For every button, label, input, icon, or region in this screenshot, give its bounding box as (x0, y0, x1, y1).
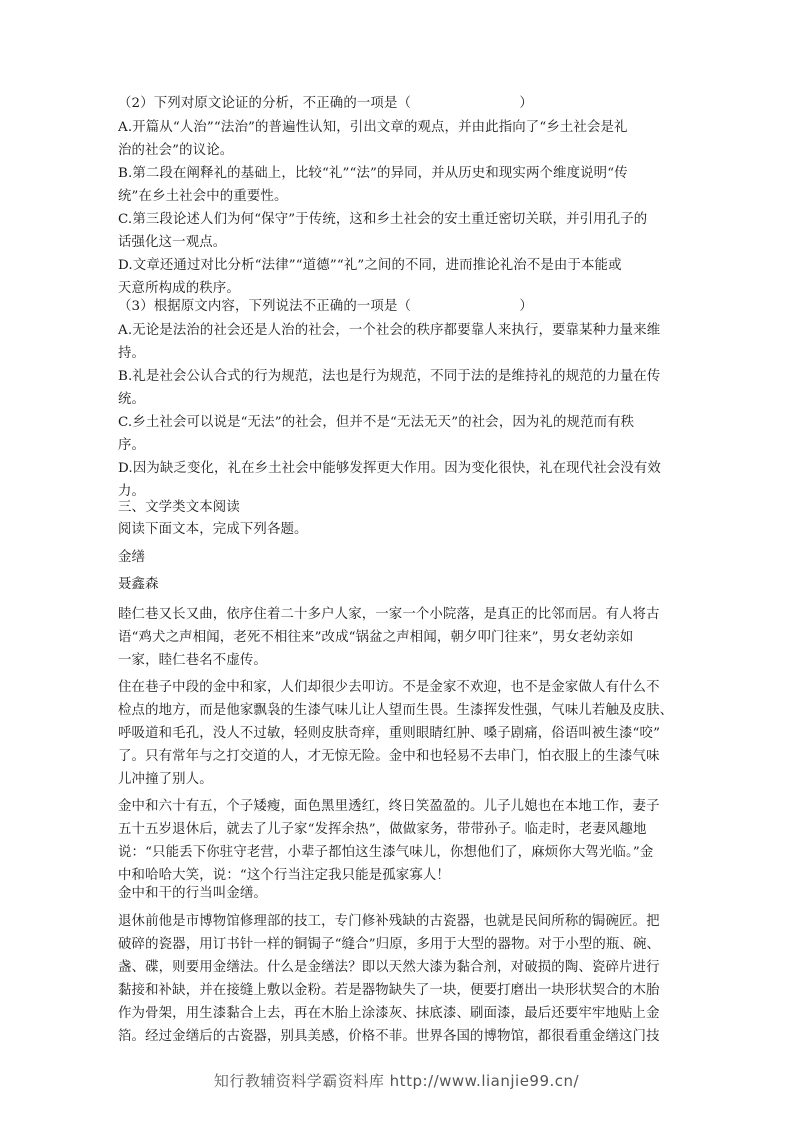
paragraph-line: 破碎的瓷器，用订书针一样的铜锔子“缝合”归原，多用于大型的器物。对于小型的瓶、碗、 (118, 937, 661, 952)
section-heading: 三、文学类文本阅读 (118, 500, 240, 515)
option-line: 话强化这一观点。 (118, 235, 227, 250)
story-title: 金缮 (118, 550, 146, 565)
option-line: C.乡土社会可以说是“无法”的社会，但并不是“无法无天”的社会，因为礼的规范而有秩 (118, 415, 635, 430)
paragraph-line: 一家，睦仁巷名不虚传。 (118, 653, 267, 668)
option-line: 天意所构成的秩序。 (118, 281, 240, 296)
paragraph-line: 儿冲撞了别人。 (118, 772, 213, 787)
paragraph-line: 说：“只能丢下你驻守老营，小辈子都怕这生漆气味儿，你想他们了，麻烦你大驾光临。”金 (118, 845, 654, 860)
option-line: B.第二段在阐释礼的基础上，比较“礼”“法”的异同，并从历史和现实两个维度说明“传 (118, 166, 628, 181)
question-2-stem: （2）下列对原文论证的分析，不正确的一项是（ ） (118, 96, 533, 111)
paragraph-line: 检点的地方，而是他家飘袅的生漆气味儿让人望而生畏。生漆挥发性强，气味儿若触及皮肤、 (118, 703, 674, 718)
story-author: 聂鑫森 (118, 577, 159, 592)
option-line: 持。 (118, 346, 146, 361)
option-line: 力。 (118, 484, 146, 499)
question-3-stem: （3）根据原文内容，下列说法不正确的一项是（ ） (118, 299, 533, 314)
option-line: A.无论是法治的社会还是人治的社会，一个社会的秩序都要靠人来执行，要靠某种力量来维 (118, 323, 661, 338)
option-line: 序。 (118, 438, 146, 453)
option-line: A.开篇从“人治”“法治”的普遍性认知，引出文章的观点，并由此指向了“乡土社会是礼 (118, 120, 628, 135)
option-line: D.因为缺乏变化，礼在乡土社会中能够发挥更大作用。因为变化很快，礼在现代社会没有效 (118, 461, 661, 476)
paragraph-line: 黏接和补缺，并在接缝上敷以金粉。若是器物缺失了一块，便要打磨出一块形状契合的木胎 (118, 983, 660, 998)
paragraph-line: 睦仁巷又长又曲，依序住着二十多户人家，一家一个小院落，是真正的比邻而居。有人将古 (118, 607, 660, 622)
paragraph-line: 金中和干的行当叫金缮。 (118, 886, 267, 901)
paragraph-line: 中和哈哈大笑，说：“这个行当注定我只能是孤家寡人！ (118, 868, 450, 883)
option-line: 治的社会”的议论。 (118, 143, 234, 158)
paragraph-line: 盏、碟，则要用金缮法。什么是金缮法？即以天然大漆为黏合剂，对破损的陶、瓷碎片进行 (118, 960, 660, 975)
paragraph-line: 金中和六十有五，个子矮瘦，面色黑里透红，终日笑盈盈的。儿子儿媳也在本地工作，妻子 (118, 799, 660, 814)
option-line: 统”在乡土社会中的重要性。 (118, 189, 288, 204)
paragraph-line: 作为骨架，用生漆黏合上去，再在木胎上涂漆灰、抹底漆、刷面漆，最后还要牢牢地贴上金 (118, 1006, 660, 1021)
footer-watermark: 知行教辅资料学霸资料库 http://www.lianjie99.cn/ (213, 1072, 580, 1090)
paragraph-line: 退休前他是市博物馆修理部的技工，专门修补残缺的古瓷器，也就是民间所称的锔碗匠。把 (118, 914, 660, 929)
paragraph-line: 住在巷子中段的金中和家，人们却很少去叩访。不是金家不欢迎，也不是金家做人有什么不 (118, 680, 660, 695)
instruction: 阅读下面文本，完成下列各题。 (118, 522, 308, 537)
option-line: D.文章还通过对比分析“法律”“道德”“礼”之间的不同，进而推论礼治不是由于本能或 (118, 258, 622, 273)
paragraph-line: 箔。经过金缮后的古瓷器，别具美感，价格不菲。世界各国的博物馆，都很看重金缮这门技 (118, 1029, 660, 1044)
paragraph-line: 语“鸡犬之声相闻，老死不相往来”改成“锅盆之声相闻，朝夕叩门往来”，男女老幼亲如 (118, 630, 634, 645)
paragraph-line: 了。只有常年与之打交道的人，才无惊无险。金中和也轻易不去串门，怕衣服上的生漆气味 (118, 749, 660, 764)
option-line: B.礼是社会公认合式的行为规范，法也是行为规范，不同于法的是维持礼的规范的力量在传 (118, 369, 661, 384)
paragraph-line: 五十五岁退休后，就去了儿子家“发挥余热”，做做家务，带带孙子。临走时，老妻风趣地 (118, 822, 647, 837)
option-line: 统。 (118, 392, 146, 407)
option-line: C.第三段论述人们为何“保守”于传统，这和乡土社会的安土重迁密切关联，并引用孔子的 (118, 212, 648, 227)
paragraph-line: 呼吸道和毛孔，没人不过敏，轻则皮肤奇痒，重则眼睛红肿、嗓子剧痛，俗语叫被生漆“咬” (118, 726, 661, 741)
